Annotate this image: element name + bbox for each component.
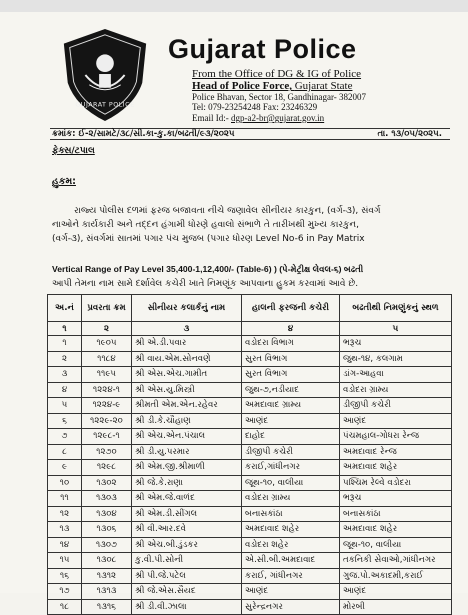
current-office-cell: આણંદ <box>242 413 340 429</box>
header-seniority-no: પ્રવરતા ક્રમ <box>82 295 132 322</box>
name-cell: શ્રી પી.જે.પટેલ <box>132 568 242 584</box>
table-row <box>48 599 452 615</box>
paragraph-line-3: (વર્ગ-૩), સંવર્ગમાં સાતમાં પગાર પંચ મુજબ (પગાર ધોરણ Level No-6 in Pay Matrix <box>52 234 365 244</box>
table-row <box>48 429 452 445</box>
table-row <box>48 367 452 383</box>
seniority-cell: ૧૨૨૪-૧ <box>82 382 132 398</box>
serial-cell: ૬ <box>48 413 82 429</box>
seniority-cell: ૧૩૦૪ <box>82 506 132 522</box>
paragraph-line-5: આપી તેમના નામ સામે દર્શાવેલ કચેરી ખાતે નિમણૂંક આપવાના હુકમ કરવામાં આવે છે. <box>52 279 359 289</box>
reference-bar <box>50 128 450 140</box>
current-office-cell: સુરેન્દ્રનગર <box>242 599 340 615</box>
serial-cell: ૨ <box>48 351 82 367</box>
table-row <box>48 382 452 398</box>
serial-cell: ૧૭ <box>48 584 82 600</box>
current-office-cell: વડોદરા ગ્રામ્ય <box>242 491 340 507</box>
table-row <box>48 475 452 491</box>
current-office-cell: જૂથ-૧૦, વાલીયા <box>242 475 340 491</box>
name-cell: શ્રી એ.ડી.પવાર <box>132 336 242 352</box>
table-row <box>48 553 452 569</box>
order-date: તા. ૧૩/૦૫/૨૦૨૫. <box>377 129 442 139</box>
table-row <box>48 537 452 553</box>
serial-cell: ૫ <box>48 398 82 414</box>
posting-cell: અમદાવાદ શહેર <box>340 460 452 476</box>
organization-title: Gujarat Police <box>168 34 357 64</box>
serial-cell: ૧૬ <box>48 568 82 584</box>
current-office-cell: અમદાવાદ ગ્રામ્ય <box>242 398 340 414</box>
table-row <box>48 522 452 538</box>
seniority-cell: ૧૩૦૮ <box>82 553 132 569</box>
from-office-line: From the Office of DG & IG of Police <box>192 68 362 80</box>
email-line <box>192 113 324 123</box>
column-number: ૧ <box>48 322 82 336</box>
posting-cell: પશ્ચિમ રેલ્વે વડોદરા <box>340 475 452 491</box>
head-line <box>192 80 352 92</box>
serial-cell: ૧૦ <box>48 475 82 491</box>
paragraph-line-2: નાઓને કાર્યકારી અને તદ્દન હંગામી ધોરણે હવાલો સંભાળે તે તારીખથી મુખ્ય કારકુન, <box>52 220 359 230</box>
posting-cell: જુથ-૧૪, કલગામ <box>340 351 452 367</box>
current-office-cell: એ.સી.બી.અમદાવાદ <box>242 553 340 569</box>
current-office-cell: ડીજીપી કચેરી <box>242 444 340 460</box>
seniority-cell: ૧૯૦૫ <box>82 336 132 352</box>
current-office-cell: કરાઈ, ગાંધીનગર <box>242 568 340 584</box>
current-office-cell: વડોદરા શહેર <box>242 537 340 553</box>
table-row <box>48 398 452 414</box>
current-office-cell: બનાસકાંઠા <box>242 506 340 522</box>
serial-cell: ૧૪ <box>48 537 82 553</box>
serial-cell: ૪ <box>48 382 82 398</box>
header-current-office: હાલની ફરજની કચેરી <box>242 295 340 322</box>
posting-cell: તકનિકી સેવાઓ,ગાંધીનગર <box>340 553 452 569</box>
seniority-cell: ૧૩૧૩ <box>82 584 132 600</box>
address-line: Police Bhavan, Sector 18, Gandhinagar- 382007 <box>192 92 367 102</box>
name-cell: શ્રી જે.એસ.સૈયદ <box>132 584 242 600</box>
serial-cell: ૭ <box>48 429 82 445</box>
state-name: Gujarat State <box>294 80 353 92</box>
posting-cell: ડાંગ-આહવા <box>340 367 452 383</box>
serial-cell: ૮ <box>48 444 82 460</box>
column-number: ૩ <box>132 322 242 336</box>
name-cell: શ્રી ડી.યુ.પરમાર <box>132 444 242 460</box>
gujarat-police-emblem-icon <box>56 26 154 124</box>
posting-cell: આણંદ <box>340 413 452 429</box>
current-office-cell: જુથ-૭,નડીયાદ <box>242 382 340 398</box>
seniority-cell: ૧૩૧૨ <box>82 568 132 584</box>
table-row <box>48 460 452 476</box>
name-cell: શ્રી એસ.યુ.મિસ્ત્રી <box>132 382 242 398</box>
seniority-cell: ૧૧૯૫ <box>82 367 132 383</box>
serial-cell: ૧૧ <box>48 491 82 507</box>
name-cell: શ્રી એમ.જે.વાળંદ <box>132 491 242 507</box>
reference-number <box>52 129 234 139</box>
reference-label: ક્રમાંક: <box>52 129 76 139</box>
top-margin-strip <box>0 0 468 12</box>
seniority-cell: ૧૨૨૪-૯ <box>82 398 132 414</box>
seniority-cell: ૧૨૭૦ <box>82 444 132 460</box>
seniority-cell: ૧૨૯૮-૧ <box>82 429 132 445</box>
current-office-cell: વડોદરા વિભાગ <box>242 336 340 352</box>
posting-cell: ભરૂચ <box>340 491 452 507</box>
seniority-cell: ૧૩૦૬ <box>82 522 132 538</box>
current-office-cell: આણંદ <box>242 584 340 600</box>
serial-cell: ૯ <box>48 460 82 476</box>
name-cell: શ્રી જે.કે.રાણા <box>132 475 242 491</box>
name-cell: શ્રી એચ.એન.પંચાલ <box>132 429 242 445</box>
column-number: ૨ <box>82 322 132 336</box>
posting-cell: જૂથ-૧૦, વાલીયા <box>340 537 452 553</box>
table-row <box>48 351 452 367</box>
name-cell: શ્રી ડી.વી.ઝાલા <box>132 599 242 615</box>
serial-cell: ૧૫ <box>48 553 82 569</box>
email-address: dgp-a2-br@gujarat.gov.in <box>231 113 325 123</box>
serial-cell: ૧૨ <box>48 506 82 522</box>
posting-cell: મોરબી <box>340 599 452 615</box>
order-heading: હુકમ: <box>52 176 76 187</box>
reference-handwritten-number: ૯૩ <box>199 129 211 139</box>
seniority-cell: ૧૩૧૬ <box>82 599 132 615</box>
posting-cell: બનાસકાંઠા <box>340 506 452 522</box>
name-cell: શ્રી વાય.એમ.સોનવણે <box>132 351 242 367</box>
posting-cell: અમદાવાદ શહેર <box>340 522 452 538</box>
name-cell: શ્રી એમ.ડી.સીંગલ <box>132 506 242 522</box>
table-row <box>48 413 452 429</box>
name-cell: શ્રી એમ.જી.શ્રીમાળી <box>132 460 242 476</box>
paragraph-line-4: Vertical Range of Pay Level 35,400-1,12,400/- (Table-6) ) (પે-મેટ્રીક્ષ લેવલ-૬) બઢતી <box>52 264 364 274</box>
seniority-cell: ૧૧૮૪ <box>82 351 132 367</box>
seniority-cell: ૧૨૯૮ <box>82 460 132 476</box>
promotion-table <box>47 294 452 615</box>
table-row <box>48 568 452 584</box>
table-row <box>48 444 452 460</box>
table-row <box>48 506 452 522</box>
posting-cell: પંચમહાલ-ગોધરા રેન્જ <box>340 429 452 445</box>
table-row <box>48 584 452 600</box>
posting-cell: વડોદરા ગ્રામ્ય <box>340 382 452 398</box>
seniority-cell: ૧૨૨૯-૨૦ <box>82 413 132 429</box>
name-cell: શ્રી એસ.એચ.ગામીત <box>132 367 242 383</box>
reference-text: ઈ-૨/સામટે/૩૮/સી.કા-કુ.કા/બઢતી/ <box>78 129 200 139</box>
email-label: Email Id:- <box>192 113 229 123</box>
posting-cell: ગુજ.પો.અકાદમી,કરાઈ <box>340 568 452 584</box>
current-office-cell: દાહોદ <box>242 429 340 445</box>
name-cell: શ્રીમતી એમ.એન.રહેવર <box>132 398 242 414</box>
posting-cell: ડીજીપી કચેરી <box>340 398 452 414</box>
column-number: ૪ <box>242 322 340 336</box>
serial-cell: ૧૮ <box>48 599 82 615</box>
name-cell: શ્રી વી.આર.દવે <box>132 522 242 538</box>
name-cell: શ્રી એચ.બી.ડુંડકર <box>132 537 242 553</box>
table-header-row <box>48 295 452 322</box>
fax-post-label: ફેક્સ/ટપાલ <box>52 146 95 156</box>
current-office-cell: કરાઈ,ગાંધીનગર <box>242 460 340 476</box>
seniority-cell: ૧૩૦૭ <box>82 537 132 553</box>
serial-cell: ૧૩ <box>48 522 82 538</box>
seniority-cell: ૧૩૦૨ <box>82 475 132 491</box>
posting-cell: અમદાવાદ રેન્જ <box>340 444 452 460</box>
column-number: ૫ <box>340 322 452 336</box>
table-row <box>48 336 452 352</box>
head-of-police-force: Head of Police Force, <box>192 80 292 92</box>
header-serial-no: અ.નં <box>48 295 82 322</box>
current-office-cell: અમદાવાદ શહેર <box>242 522 340 538</box>
svg-text:GUJARAT POLICE: GUJARAT POLICE <box>75 100 135 109</box>
column-number-row <box>48 322 452 336</box>
name-cell: કુ.વી.પી.સોની <box>132 553 242 569</box>
posting-cell: આણંદ <box>340 584 452 600</box>
reference-year: /૨૦૨૫ <box>210 129 235 139</box>
serial-cell: ૧ <box>48 336 82 352</box>
posting-cell: ભરૂચ <box>340 336 452 352</box>
header-clerk-name: સીનીયર કલાર્કનું નામ <box>132 295 242 322</box>
current-office-cell: સુરત વિભાગ <box>242 367 340 383</box>
paragraph-line-1: રાજ્ય પોલીસ દળમાં ફરજ બજાવતા નીચે જણાવેલ સીનીયર કારકુન, (વર્ગ-૩), સંવર્ગ <box>74 206 381 216</box>
seniority-cell: ૧૩૦૩ <box>82 491 132 507</box>
header-promotion-posting: બઢતીથી નિમણુંકનું સ્થળ <box>340 295 452 322</box>
serial-cell: ૩ <box>48 367 82 383</box>
current-office-cell: સુરત વિભાગ <box>242 351 340 367</box>
table-row <box>48 491 452 507</box>
phone-fax-line: Tel: 079-23254248 Fax: 23246329 <box>192 102 318 112</box>
name-cell: શ્રી ડી.કે.ચૌહાણ <box>132 413 242 429</box>
